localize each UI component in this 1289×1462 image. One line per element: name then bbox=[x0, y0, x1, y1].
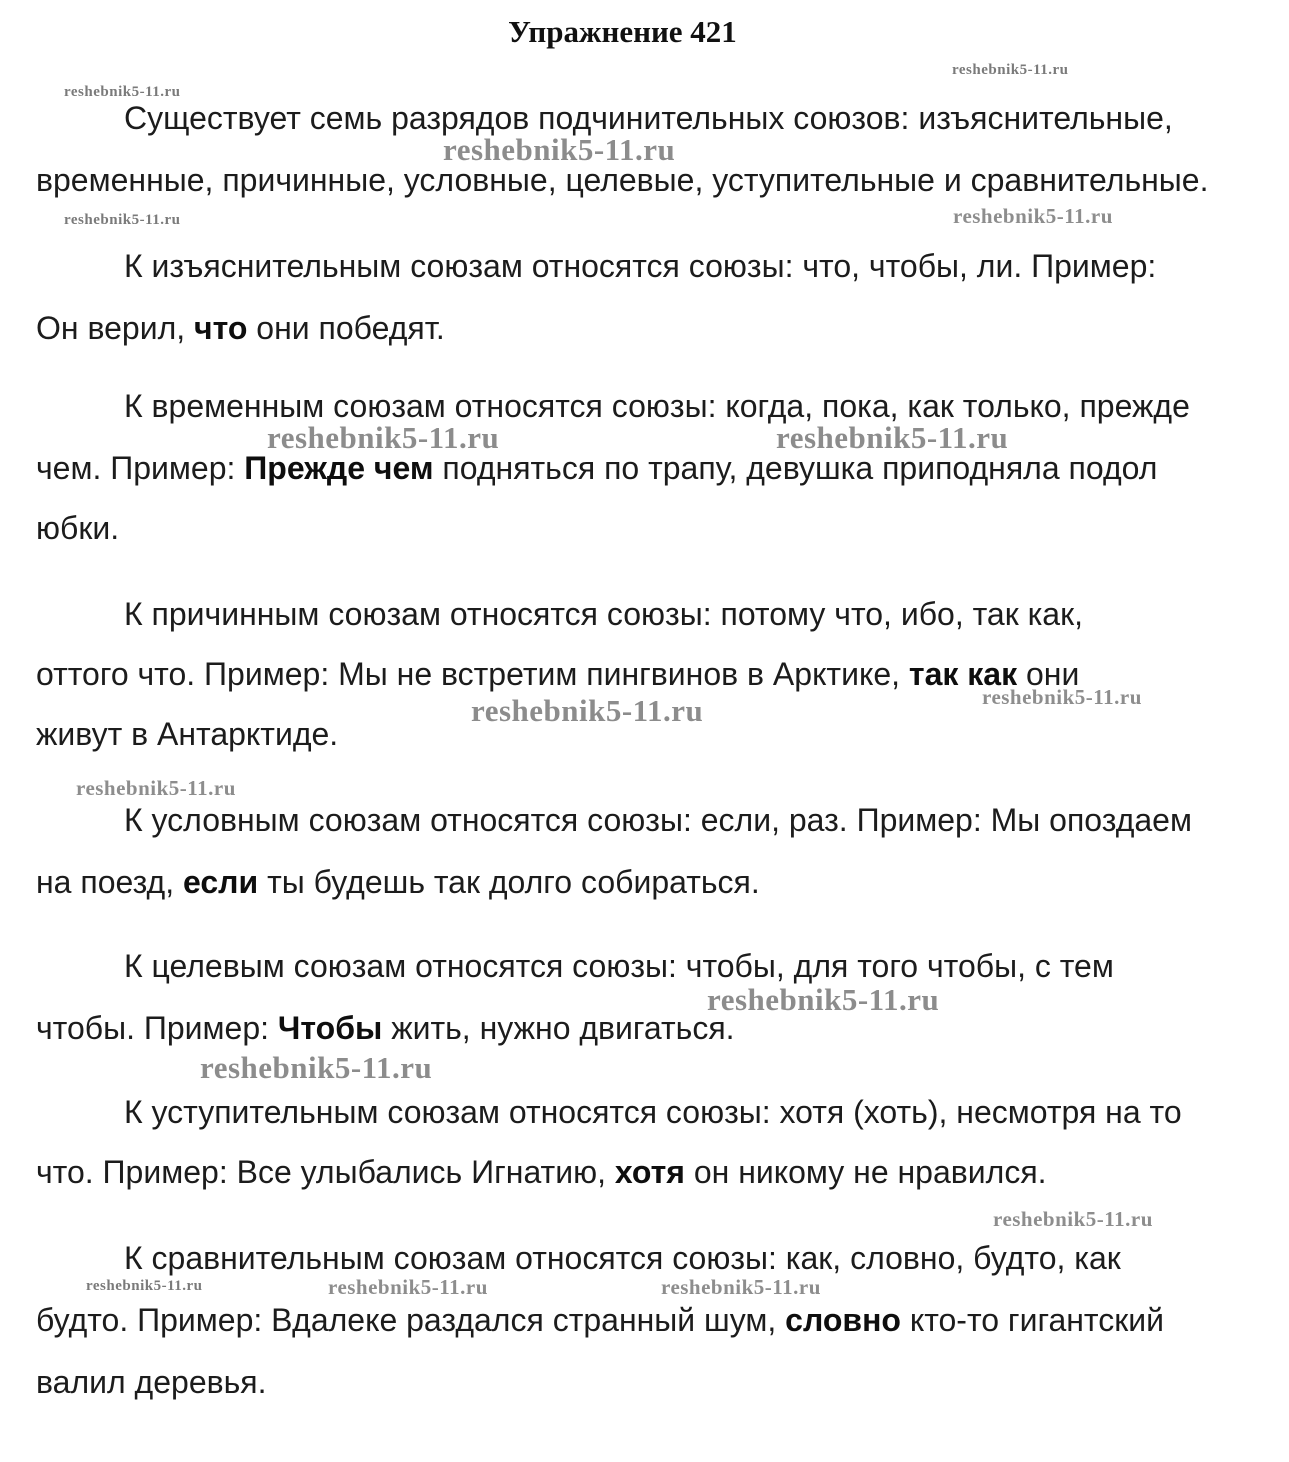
exercise-title: Упражнение 421 bbox=[508, 14, 737, 49]
conjunction-highlight: Прежде чем bbox=[244, 450, 434, 486]
text-line: юбки. bbox=[36, 510, 120, 546]
example-text: ты будешь так долго собираться. bbox=[258, 864, 760, 900]
conjunction-highlight: хотя bbox=[614, 1154, 685, 1190]
text-line bbox=[36, 1154, 1047, 1191]
example-text: оттого что. Пример: Мы не встретим пингвинов в Арктике, bbox=[36, 656, 909, 692]
example-text: он никому не нравился. bbox=[684, 1154, 1047, 1190]
watermark: reshebnik5-11.ru bbox=[76, 776, 236, 800]
text-line bbox=[36, 656, 1079, 693]
watermark: reshebnik5-11.ru bbox=[86, 1278, 203, 1294]
example-text: чем. Пример: bbox=[36, 450, 245, 486]
text-line bbox=[36, 864, 760, 901]
watermark: reshebnik5-11.ru bbox=[993, 1207, 1153, 1231]
watermark: reshebnik5-11.ru bbox=[707, 982, 940, 1017]
example-text: жить, нужно двигаться. bbox=[382, 1010, 735, 1046]
text-line: К целевым союзам относятся союзы: чтобы, для того чтобы, с тем bbox=[124, 948, 1114, 984]
text-line: валил деревья. bbox=[36, 1364, 267, 1400]
watermark: reshebnik5-11.ru bbox=[953, 204, 1113, 228]
watermark: reshebnik5-11.ru bbox=[982, 685, 1142, 709]
watermark: reshebnik5-11.ru bbox=[661, 1275, 821, 1299]
text-line: К уступительным союзам относятся союзы: хотя (хоть), несмотря на то bbox=[124, 1094, 1182, 1130]
example-text: чтобы. Пример: bbox=[36, 1010, 278, 1046]
example-text: они победят. bbox=[247, 310, 445, 346]
watermark: reshebnik5-11.ru bbox=[267, 420, 500, 455]
text-line: К причинным союзам относятся союзы: потому что, ибо, так как, bbox=[124, 596, 1083, 632]
example-text: Он верил, bbox=[36, 310, 195, 346]
conjunction-highlight: Чтобы bbox=[277, 1010, 383, 1046]
text-line: живут в Антарктиде. bbox=[36, 716, 339, 752]
conjunction-highlight: словно bbox=[785, 1302, 901, 1338]
example-text: на поезд, bbox=[36, 864, 183, 900]
conjunction-highlight: если bbox=[183, 864, 259, 900]
conjunction-highlight: что bbox=[194, 310, 248, 346]
text-line bbox=[36, 1010, 735, 1047]
watermark: reshebnik5-11.ru bbox=[952, 62, 1069, 78]
example-text: что. Пример: Все улыбались Игнатию, bbox=[36, 1154, 615, 1190]
watermark: reshebnik5-11.ru bbox=[64, 84, 181, 100]
example-text: они bbox=[1017, 656, 1080, 692]
text-line: временные, причинные, условные, целевые, уступительные и сравнительные. bbox=[36, 162, 1209, 198]
watermark: reshebnik5-11.ru bbox=[64, 212, 181, 228]
text-line: К изъяснительным союзам относятся союзы: что, чтобы, ли. Пример: bbox=[124, 248, 1157, 284]
example-text: подняться по трапу, девушка приподняла подол bbox=[433, 450, 1158, 486]
conjunction-highlight: так как bbox=[908, 656, 1018, 692]
text-line bbox=[36, 1302, 1164, 1339]
watermark: reshebnik5-11.ru bbox=[200, 1050, 433, 1085]
watermark: reshebnik5-11.ru bbox=[776, 420, 1009, 455]
text-line bbox=[36, 310, 445, 347]
watermark: reshebnik5-11.ru bbox=[471, 693, 704, 728]
text-line: К временным союзам относятся союзы: когда, пока, как только, прежде bbox=[124, 388, 1190, 424]
example-text: кто-то гигантский bbox=[900, 1302, 1164, 1338]
text-line: Существует семь разрядов подчинительных союзов: изъяснительные, bbox=[124, 100, 1173, 136]
text-line: К сравнительным союзам относятся союзы: как, словно, будто, как bbox=[124, 1240, 1121, 1276]
watermark: reshebnik5-11.ru bbox=[328, 1275, 488, 1299]
watermark: reshebnik5-11.ru bbox=[443, 132, 676, 167]
example-text: будто. Пример: Вдалеке раздался странный шум, bbox=[36, 1302, 786, 1338]
text-line: К условным союзам относятся союзы: если, раз. Пример: Мы опоздаем bbox=[124, 802, 1192, 838]
